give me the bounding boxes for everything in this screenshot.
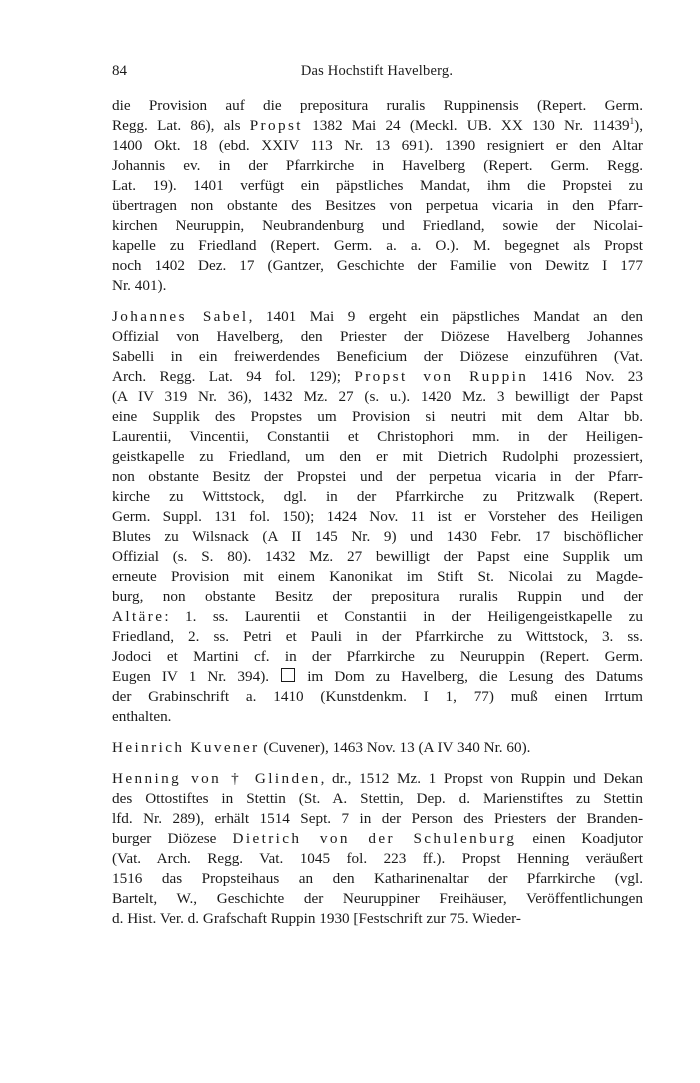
- text-line: non obstante Besitz der Propstei und der perpetua vicaria in der Pfarr-: [112, 468, 643, 485]
- text-line: Germ. Suppl. 131 fol. 150); 1424 Nov. 11 ist er Vorsteher des Heiligen: [112, 508, 643, 525]
- text-line: 1400 Okt. 18 (ebd. XXIV 113 Nr. 13 691). 1390 resigniert er den Altar: [112, 137, 643, 154]
- text-line: d. Hist. Ver. d. Grafschaft Ruppin 1930 [Festschrift zur 75. Wieder-: [112, 910, 521, 927]
- text-line: (Vat. Arch. Regg. Vat. 1045 fol. 223 ff.). Propst Henning veräußert: [112, 850, 643, 867]
- text-line: Jodoci et Martini cf. in der Pfarrkirche zu Neuruppin (Repert. Germ.: [112, 648, 643, 665]
- text-line: Bartelt, W., Geschichte der Neuruppiner Freihäuser, Veröffentlichungen: [112, 890, 643, 907]
- text-line: Johannis ev. in der Pfarrkirche in Havelberg (Repert. Germ. Regg.: [112, 157, 643, 174]
- text-line: burg, non obstante Besitz der prepositura ruralis Ruppin und der: [112, 588, 643, 605]
- text-line: Friedland, 2. ss. Petri et Pauli in der Pfarrkirche zu Wittstock, 3. ss.: [112, 628, 643, 645]
- text-line: Sabelli in ein freiwerdendes Beneficium der Diözese einzuführen (Vat.: [112, 348, 643, 365]
- text-line: Altäre: 1. ss. Laurentii et Constantii in der Heiligengeistkapelle zu: [112, 608, 643, 625]
- text-line: der Grabinschrift a. 1410 (Kunstdenkm. I 1, 77) muß einen Irrtum: [112, 688, 643, 705]
- text-line: Henning von † Glinden, dr., 1512 Mz. 1 Propst von Ruppin und Dekan: [112, 770, 643, 787]
- text-line: übertragen non obstante des Besitzes von perpetua vicaria in den Pfarr-: [112, 197, 643, 214]
- entry-paragraph: [112, 307, 643, 727]
- entry-paragraph: [112, 738, 643, 758]
- text-line: Regg. Lat. 86), als Propst 1382 Mai 24 (Meckl. UB. XX 130 Nr. 11439$^1$),: [112, 115, 643, 134]
- text-line: eine Supplik des Propstes um Provision si neutri mit dem Altar bb.: [112, 408, 643, 425]
- text-line: erneute Provision mit einem Kanonikat im Stift St. Nicolai zu Magde-: [112, 568, 643, 585]
- text-line: noch 1402 Dez. 17 (Gantzer, Geschichte der Familie von Dewitz I 177: [112, 257, 643, 274]
- text-line: Laurentii, Vincentii, Constantii et Christophori mm. in der Heiligen-: [112, 428, 643, 445]
- entry-paragraph: [112, 96, 643, 296]
- text-line: Blutes zu Wilsnack (A II 145 Nr. 9) und 1430 Febr. 17 bischöflicher: [112, 528, 643, 545]
- entry-paragraph: [112, 769, 643, 929]
- text-line: Eugen IV 1 Nr. 394). im Dom zu Havelberg, die Lesung des Datums: [112, 668, 643, 685]
- text-line: lfd. Nr. 289), erhält 1514 Sept. 7 in der Person des Priesters der Branden-: [112, 810, 643, 827]
- grave-symbol-icon: [281, 668, 295, 682]
- text-line: Johannes Sabel, 1401 Mai 9 ergeht ein päpstliches Mandat an den: [112, 308, 643, 325]
- text-line: Offizial von Havelberg, den Priester der Diözese Havelberg Johannes: [112, 328, 643, 345]
- text-line: enthalten.: [112, 708, 172, 725]
- text-line: kirchen Neuruppin, Neubrandenburg und Friedland, sowie der Nicolai-: [112, 217, 643, 234]
- text-line: Lat. 19). 1401 verfügt ein päpstliches Mandat, ihm die Propstei zu: [112, 177, 643, 194]
- text-line: Arch. Regg. Lat. 94 fol. 129); Propst von Ruppin 1416 Nov. 23: [112, 368, 643, 385]
- text-line: kirche zu Wittstock, dgl. in der Pfarrkirche zu Pritzwalk (Repert.: [112, 488, 643, 505]
- text-line: die Provision auf die prepositura ruralis Ruppinensis (Repert. Germ.: [112, 97, 643, 114]
- text-line: kapelle zu Friedland (Repert. Germ. a. a. O.). M. begegnet als Propst: [112, 237, 643, 254]
- text-line: burger Diözese Dietrich von der Schulenburg einen Koadjutor: [112, 830, 643, 847]
- page-number: 84: [112, 63, 127, 79]
- text-line: Nr. 401).: [112, 277, 167, 294]
- text-line: 1516 das Propsteihaus an den Katharinenaltar der Pfarrkirche (vgl.: [112, 870, 643, 887]
- text-line: Heinrich Kuvener (Cuvener), 1463 Nov. 13 (A IV 340 Nr. 60).: [112, 739, 531, 756]
- text-line: geistkapelle zu Friedland, um den er mit Dietrich Rudolphi prozessiert,: [112, 448, 643, 465]
- text-body: [112, 96, 643, 940]
- running-title: Das Hochstift Havelberg.: [300, 63, 454, 79]
- text-line: des Ottostiftes in Stettin (St. A. Stettin, Dep. d. Marienstiftes zu Stettin: [112, 790, 643, 807]
- text-line: Offizial (s. S. 80). 1432 Mz. 27 bewilligt der Papst eine Supplik um: [112, 548, 643, 565]
- text-line: (A IV 319 Nr. 36), 1432 Mz. 27 (s. u.). 1420 Mz. 3 bewilligt der Papst: [112, 388, 643, 405]
